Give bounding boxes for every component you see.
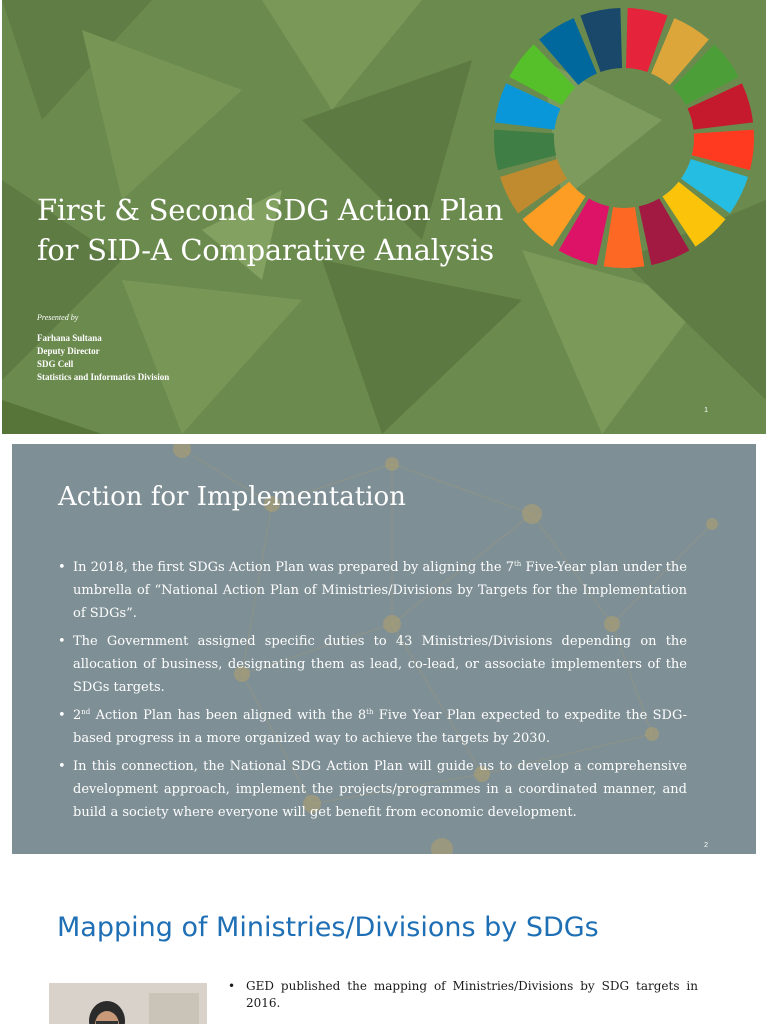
presenter-name: Farhana Sultana	[37, 333, 102, 343]
slide-title: Mapping of Ministries/Divisions by SDGs	[57, 912, 599, 943]
list-item: • 2nd Action Plan has been aligned with the 8th Five Year Plan expected to expedite the SDG-based progress in a more organized way to achieve the targets by 2030.	[58, 704, 687, 750]
slide-2	[12, 444, 756, 854]
slide-3	[12, 866, 756, 1024]
bullet-list	[228, 978, 698, 1012]
list-item: • The Government assigned specific duties to 43 Ministries/Divisions depending on the allocation of business, designating them as lead, co-lead, or associate implementers of the SDGs targets.	[58, 630, 687, 699]
bullet-list	[58, 556, 687, 829]
title-line-1: First & Second SDG Action Plan	[37, 193, 503, 227]
sdg-wheel-segment	[604, 207, 645, 268]
sdg-wheel-logo	[492, 0, 766, 300]
page-number: 2	[704, 842, 708, 849]
presented-by-label: Presented by	[37, 313, 79, 322]
presenter-block	[37, 332, 169, 384]
list-item: • GED published the mapping of Ministries/Divisions by SDG targets in 2016.	[228, 978, 698, 1012]
list-item: • In this connection, the National SDG Action Plan will guide us to develop a comprehensive development approach, implement the projects/programmes in a coordinated manner, and build a society where everyone will get benefit from economic development.	[58, 755, 687, 824]
presenter-designation: Deputy Director	[37, 346, 100, 356]
presenter-division: Statistics and Informatics Division	[37, 372, 170, 382]
portrait-photo	[49, 983, 207, 1024]
portrait-illustration	[49, 983, 207, 1024]
slide-1	[2, 0, 766, 434]
title-line-2: for SID-A Comparative Analysis	[37, 233, 494, 267]
slide-title	[37, 190, 517, 270]
list-item: • In 2018, the first SDGs Action Plan was prepared by aligning the 7th Five-Year plan under the umbrella of “National Action Plan of Ministries/Divisions by Targets for the Implementation of SDGs”.	[58, 556, 687, 625]
slide-title: Action for Implementation	[58, 482, 406, 512]
presenter-unit: SDG Cell	[37, 359, 74, 369]
page-number: 1	[704, 407, 708, 414]
